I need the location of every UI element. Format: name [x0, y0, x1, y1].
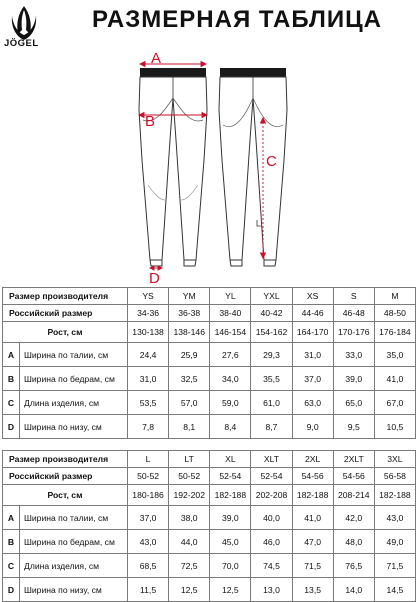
row-code: D [3, 578, 20, 602]
size-cell: YL [210, 288, 251, 305]
value-cell: 33,0 [333, 343, 374, 367]
value-cell: 65,0 [333, 391, 374, 415]
size-cell: YM [169, 288, 210, 305]
height-cell: 192-202 [169, 485, 210, 506]
brand-name: JÖGEL [4, 38, 39, 49]
value-cell: 12,5 [210, 578, 251, 602]
size-cell: LT [169, 451, 210, 468]
height-cell: 164-170 [292, 322, 333, 343]
height-label: Рост, см [3, 485, 128, 506]
value-cell: 9,0 [292, 415, 333, 439]
height-cell: 182-188 [210, 485, 251, 506]
value-cell: 12,5 [169, 578, 210, 602]
row-code: C [3, 554, 20, 578]
table-row [3, 485, 416, 506]
maker-size-label: Размер производителя [3, 451, 128, 468]
height-cell: 182-188 [374, 485, 415, 506]
maker-size-label: Размер производителя [3, 288, 128, 305]
size-cell: M [374, 288, 415, 305]
value-cell: 11,5 [128, 578, 169, 602]
row-label: Ширина по бедрам, см [20, 367, 128, 391]
ru-size-cell: 50-52 [128, 468, 169, 485]
value-cell: 9,5 [333, 415, 374, 439]
size-cell: YS [128, 288, 169, 305]
row-label: Ширина по талии, см [20, 506, 128, 530]
size-cell: 3XL [374, 451, 415, 468]
table-row [3, 554, 416, 578]
table-row [3, 415, 416, 439]
height-cell: 208-214 [333, 485, 374, 506]
height-cell: 170-176 [333, 322, 374, 343]
value-cell: 72,5 [169, 554, 210, 578]
ru-size-cell: 54-56 [333, 468, 374, 485]
value-cell: 37,0 [128, 506, 169, 530]
ru-size-cell: 44-46 [292, 305, 333, 322]
value-cell: 7,8 [128, 415, 169, 439]
value-cell: 14,0 [333, 578, 374, 602]
ru-size-cell: 54-56 [292, 468, 333, 485]
value-cell: 34,0 [210, 367, 251, 391]
table-row [3, 288, 416, 305]
value-cell: 59,0 [210, 391, 251, 415]
value-cell: 57,0 [169, 391, 210, 415]
size-cell: 2XLT [333, 451, 374, 468]
value-cell: 43,0 [374, 506, 415, 530]
table-row [3, 530, 416, 554]
ru-size-cell: 52-54 [210, 468, 251, 485]
value-cell: 10,5 [374, 415, 415, 439]
value-cell: 8,7 [251, 415, 292, 439]
row-label: Длина изделия, см [20, 391, 128, 415]
value-cell: 68,5 [128, 554, 169, 578]
value-cell: 24,4 [128, 343, 169, 367]
row-code: B [3, 530, 20, 554]
label-d: D [149, 270, 160, 285]
ru-size-cell: 56-58 [374, 468, 415, 485]
height-cell: 176-184 [374, 322, 415, 343]
ru-size-label: Российский размер [3, 305, 128, 322]
value-cell: 8,4 [210, 415, 251, 439]
table-row [3, 367, 416, 391]
value-cell: 44,0 [169, 530, 210, 554]
value-cell: 53,5 [128, 391, 169, 415]
ru-size-cell: 40-42 [251, 305, 292, 322]
value-cell: 35,5 [251, 367, 292, 391]
size-cell: XL [210, 451, 251, 468]
value-cell: 31,0 [292, 343, 333, 367]
value-cell: 45,0 [210, 530, 251, 554]
row-label: Ширина по талии, см [20, 343, 128, 367]
value-cell: 61,0 [251, 391, 292, 415]
size-cell: XLT [251, 451, 292, 468]
value-cell: 63,0 [292, 391, 333, 415]
ru-size-cell: 48-50 [374, 305, 415, 322]
value-cell: 70,0 [210, 554, 251, 578]
value-cell: 13,5 [292, 578, 333, 602]
row-code: A [3, 343, 20, 367]
table-row [3, 322, 416, 343]
value-cell: 39,0 [210, 506, 251, 530]
value-cell: 39,0 [333, 367, 374, 391]
page-header [0, 0, 418, 50]
value-cell: 76,5 [333, 554, 374, 578]
value-cell: 41,0 [374, 367, 415, 391]
label-c: C [266, 153, 277, 170]
value-cell: 25,9 [169, 343, 210, 367]
table-row [3, 343, 416, 367]
ru-size-cell: 52-54 [251, 468, 292, 485]
table-row [3, 305, 416, 322]
page-title: РАЗМЕРНАЯ ТАБЛИЦА [92, 6, 382, 33]
table-row [3, 506, 416, 530]
row-label: Длина изделия, см [20, 554, 128, 578]
ru-size-label: Российский размер [3, 468, 128, 485]
value-cell: 42,0 [333, 506, 374, 530]
value-cell: 43,0 [128, 530, 169, 554]
size-cell: YXL [251, 288, 292, 305]
value-cell: 40,0 [251, 506, 292, 530]
value-cell: 47,0 [292, 530, 333, 554]
value-cell: 67,0 [374, 391, 415, 415]
height-cell: 130-138 [128, 322, 169, 343]
value-cell: 13,0 [251, 578, 292, 602]
size-cell: L [128, 451, 169, 468]
ru-size-cell: 36-38 [169, 305, 210, 322]
row-label: Ширина по бедрам, см [20, 530, 128, 554]
front-view-leggings [139, 68, 207, 266]
value-cell: 37,0 [292, 367, 333, 391]
table-row [3, 451, 416, 468]
row-code: C [3, 391, 20, 415]
ru-size-cell: 50-52 [169, 468, 210, 485]
value-cell: 32,5 [169, 367, 210, 391]
value-cell: 49,0 [374, 530, 415, 554]
value-cell: 35,0 [374, 343, 415, 367]
height-cell: 182-188 [292, 485, 333, 506]
table-row [3, 391, 416, 415]
row-code: D [3, 415, 20, 439]
row-code: A [3, 506, 20, 530]
leggings-diagram [0, 50, 418, 285]
value-cell: 38,0 [169, 506, 210, 530]
height-cell: 202-208 [251, 485, 292, 506]
ru-size-cell: 46-48 [333, 305, 374, 322]
table-row [3, 578, 416, 602]
row-label: Ширина по низу, см [20, 415, 128, 439]
ru-size-cell: 34-36 [128, 305, 169, 322]
ru-size-cell: 38-40 [210, 305, 251, 322]
value-cell: 8,1 [169, 415, 210, 439]
row-label: Ширина по низу, см [20, 578, 128, 602]
value-cell: 48,0 [333, 530, 374, 554]
row-code: B [3, 367, 20, 391]
size-table-adult [2, 450, 416, 602]
height-cell: 154-162 [251, 322, 292, 343]
size-table-youth [2, 287, 416, 439]
value-cell: 46,0 [251, 530, 292, 554]
value-cell: 71,5 [374, 554, 415, 578]
value-cell: 41,0 [292, 506, 333, 530]
value-cell: 29,3 [251, 343, 292, 367]
value-cell: 27,6 [210, 343, 251, 367]
value-cell: 31,0 [128, 367, 169, 391]
height-label: Рост, см [3, 322, 128, 343]
value-cell: 14,5 [374, 578, 415, 602]
height-cell: 138-146 [169, 322, 210, 343]
size-cell: S [333, 288, 374, 305]
table-row [3, 468, 416, 485]
value-cell: 74,5 [251, 554, 292, 578]
height-cell: 146-154 [210, 322, 251, 343]
height-cell: 180-186 [128, 485, 169, 506]
label-b: B [145, 113, 156, 130]
value-cell: 71,5 [292, 554, 333, 578]
size-cell: 2XL [292, 451, 333, 468]
label-a: A [151, 50, 162, 67]
size-cell: XS [292, 288, 333, 305]
